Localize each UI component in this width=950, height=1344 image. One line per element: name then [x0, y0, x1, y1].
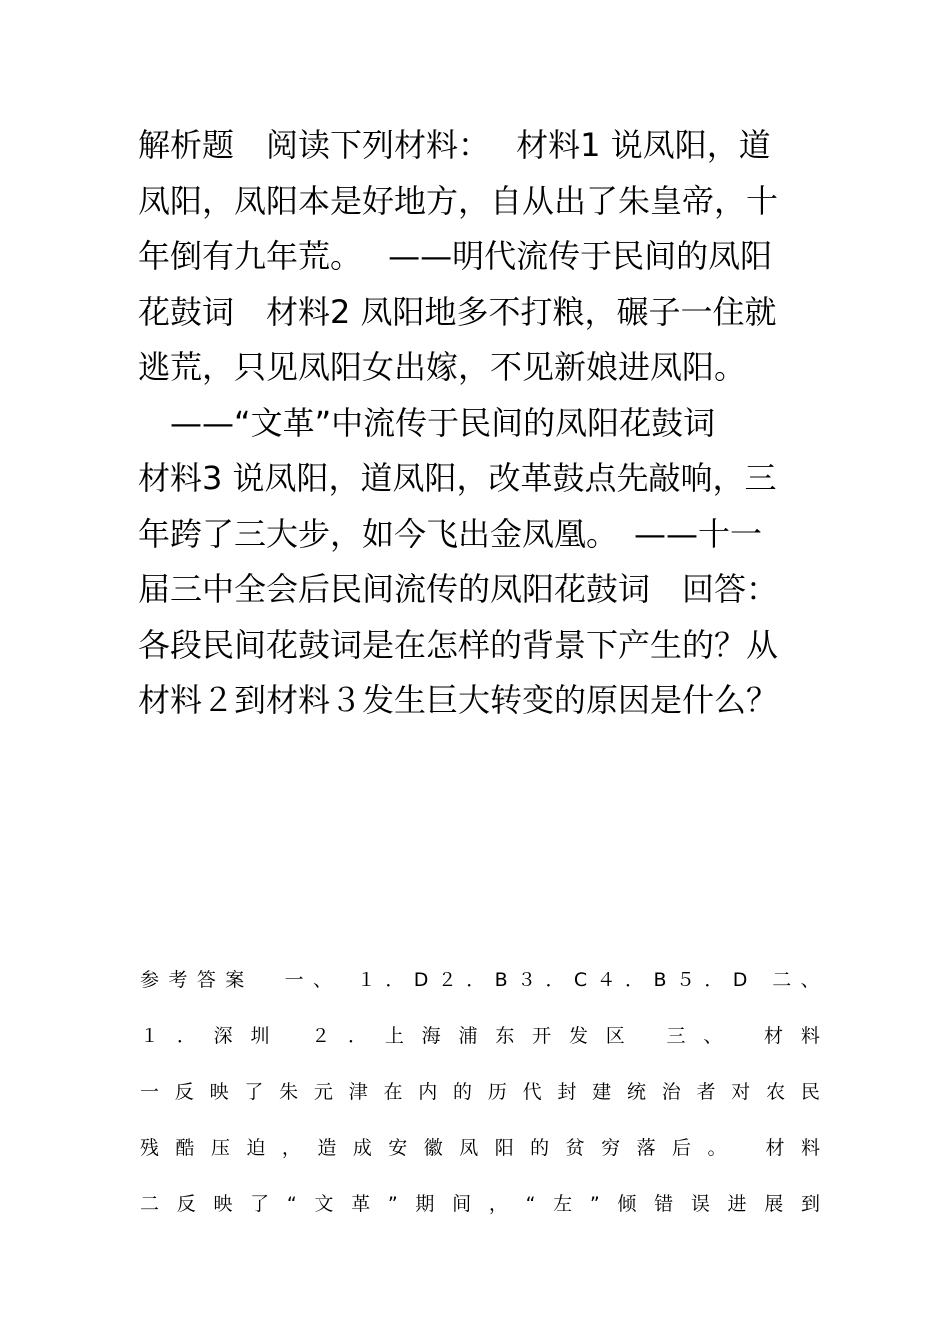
answer-char: 后	[672, 1137, 692, 1159]
answer-char: 的	[530, 1137, 550, 1159]
answer-char: 酷	[175, 1137, 195, 1159]
answer-char	[643, 1008, 649, 1064]
answer-char: 二	[140, 1193, 160, 1215]
answer-char: ３	[517, 969, 537, 991]
answer-char: 展	[764, 1193, 784, 1215]
answer-line	[140, 1064, 820, 1120]
answer-char: 东	[495, 1025, 515, 1047]
answer-char: ．	[176, 1025, 196, 1047]
answer-char: 开	[532, 1025, 552, 1047]
answer-char: 历	[487, 1081, 507, 1103]
answer-char: 映	[213, 1193, 233, 1215]
answer-char: 答	[196, 969, 216, 991]
answer-char: 凤	[459, 1137, 479, 1159]
answer-line	[140, 952, 820, 1008]
question-line: 材料3 说凤阳，道凤阳，改革鼓点先敲响，三	[138, 459, 777, 497]
answer-char: 阳	[494, 1137, 514, 1159]
answer-char: 、	[313, 969, 333, 991]
answer-char: C	[573, 969, 588, 991]
answer-char: 残	[140, 1137, 160, 1159]
answer-char: 参	[140, 969, 160, 991]
answer-char: 海	[421, 1025, 441, 1047]
answer-char: 迫	[246, 1137, 266, 1159]
answer-char: 文	[314, 1193, 334, 1215]
answer-char: 治	[661, 1081, 681, 1103]
answer-char: 、	[800, 969, 820, 991]
answer-char: 压	[210, 1137, 230, 1159]
answer-char: ”	[387, 1193, 398, 1215]
answer-char: 材	[765, 1137, 785, 1159]
answer-char: ，	[488, 1193, 508, 1215]
question-line: 逃荒，只见凤阳女出嫁，不见新娘进凤阳。	[138, 348, 747, 386]
answer-char: 民	[800, 1081, 820, 1103]
answer-char: “	[525, 1193, 536, 1215]
reference-answer	[140, 952, 820, 1232]
answer-char	[743, 1120, 749, 1176]
answer-char: 圳	[250, 1025, 270, 1047]
answer-char: 了	[244, 1081, 264, 1103]
answer-char: 期	[415, 1193, 435, 1215]
question-line: ——“文革”中流传于民间的凤阳花鼓词	[138, 403, 716, 442]
answer-char: ”	[589, 1193, 600, 1215]
answer-char: 统	[626, 1081, 646, 1103]
answer-char: 了	[250, 1193, 270, 1215]
answer-char: 深	[213, 1025, 233, 1047]
answer-char: 一	[284, 969, 304, 991]
answer-char: 元	[313, 1081, 333, 1103]
answer-char: 间	[452, 1193, 472, 1215]
answer-char: 穷	[601, 1137, 621, 1159]
question-line: 材料２到材料３发生巨大转变的原因是什么？	[138, 681, 779, 719]
answer-char: 反	[174, 1081, 194, 1103]
answer-char: ．	[385, 969, 405, 991]
answer-char: 料	[800, 1025, 820, 1047]
answer-char: ．	[466, 969, 486, 991]
answer-char: 封	[557, 1081, 577, 1103]
answer-char	[341, 952, 347, 1008]
answer-char: 到	[800, 1193, 820, 1215]
answer-char: 考	[168, 969, 188, 991]
answer-char: ２	[437, 969, 457, 991]
answer-char: ２	[311, 1025, 331, 1047]
question-text	[138, 118, 818, 729]
answer-char: 映	[209, 1081, 229, 1103]
answer-char: 津	[348, 1081, 368, 1103]
answer-char: 倾	[617, 1193, 637, 1215]
answer-char: 朱	[279, 1081, 299, 1103]
answer-char: ．	[348, 1025, 368, 1047]
answer-char: 革	[351, 1193, 371, 1215]
answer-char: 误	[690, 1193, 710, 1215]
answer-char: 代	[522, 1081, 542, 1103]
answer-char: 料	[800, 1137, 820, 1159]
answer-char: 成	[352, 1137, 372, 1159]
answer-char: 贫	[565, 1137, 585, 1159]
answer-char: 者	[696, 1081, 716, 1103]
answer-char: 在	[383, 1081, 403, 1103]
answer-char: 内	[418, 1081, 438, 1103]
answer-char: ５	[675, 969, 695, 991]
answer-char: 农	[766, 1081, 786, 1103]
question-line: 花鼓词 材料2 凤阳地多不打粮，碾子一住就	[138, 292, 777, 331]
answer-char: 对	[731, 1081, 751, 1103]
answer-char: 、	[703, 1025, 723, 1047]
answer-char: ，	[281, 1137, 301, 1159]
answer-char: ．	[704, 969, 724, 991]
question-line: 各段民间花鼓词是在怎样的背景下产生的？从	[138, 625, 779, 664]
answer-char: ．	[545, 969, 565, 991]
answer-char: 上	[384, 1025, 404, 1047]
answer-char: 浦	[458, 1025, 478, 1047]
answer-char: 二	[772, 969, 792, 991]
answer-char: 徽	[423, 1137, 443, 1159]
answer-line	[140, 1176, 820, 1232]
answer-char: 一	[140, 1081, 160, 1103]
answer-char: 的	[453, 1081, 473, 1103]
answer-char: 。	[707, 1137, 727, 1159]
answer-char: 造	[317, 1137, 337, 1159]
answer-char: 材	[764, 1025, 784, 1047]
question-line: 凤阳，凤阳本是好地方，自从出了朱皇帝，十	[138, 181, 779, 220]
question-line: 年跨了三大步，如今飞出金凤凰。 ——十一	[138, 514, 763, 553]
answer-char: 安	[388, 1137, 408, 1159]
answer-char	[254, 952, 260, 1008]
answer-char: “	[286, 1193, 297, 1215]
answer-char: B	[494, 969, 508, 991]
answer-char: 建	[592, 1081, 612, 1103]
answer-char: ．	[625, 969, 645, 991]
answer-char: 案	[225, 969, 245, 991]
answer-char: 错	[654, 1193, 674, 1215]
answer-line	[140, 1008, 820, 1064]
answer-char: D	[413, 969, 429, 991]
answer-char: B	[653, 969, 667, 991]
answer-char: 三	[666, 1025, 686, 1047]
answer-char: 发	[568, 1025, 588, 1047]
answer-char	[740, 1008, 746, 1064]
answer-char	[287, 1008, 293, 1064]
answer-char: ４	[596, 969, 616, 991]
answer-line	[140, 1120, 820, 1176]
answer-char: 反	[176, 1193, 196, 1215]
answer-char: D	[732, 969, 748, 991]
answer-char: 左	[553, 1193, 573, 1215]
question-line: 届三中全会后民间流传的凤阳花鼓词 回答：	[138, 570, 779, 608]
answer-char: １	[140, 1025, 160, 1047]
answer-char: １	[356, 969, 376, 991]
question-line: 解析题 阅读下列材料： 材料1 说凤阳，道	[138, 126, 771, 164]
answer-char	[757, 952, 763, 1008]
answer-char: 进	[727, 1193, 747, 1215]
answer-char: 区	[605, 1025, 625, 1047]
answer-char	[269, 952, 275, 1008]
answer-char: 落	[636, 1137, 656, 1159]
question-line: 年倒有九年荒。 ——明代流传于民间的凤阳	[138, 237, 773, 275]
